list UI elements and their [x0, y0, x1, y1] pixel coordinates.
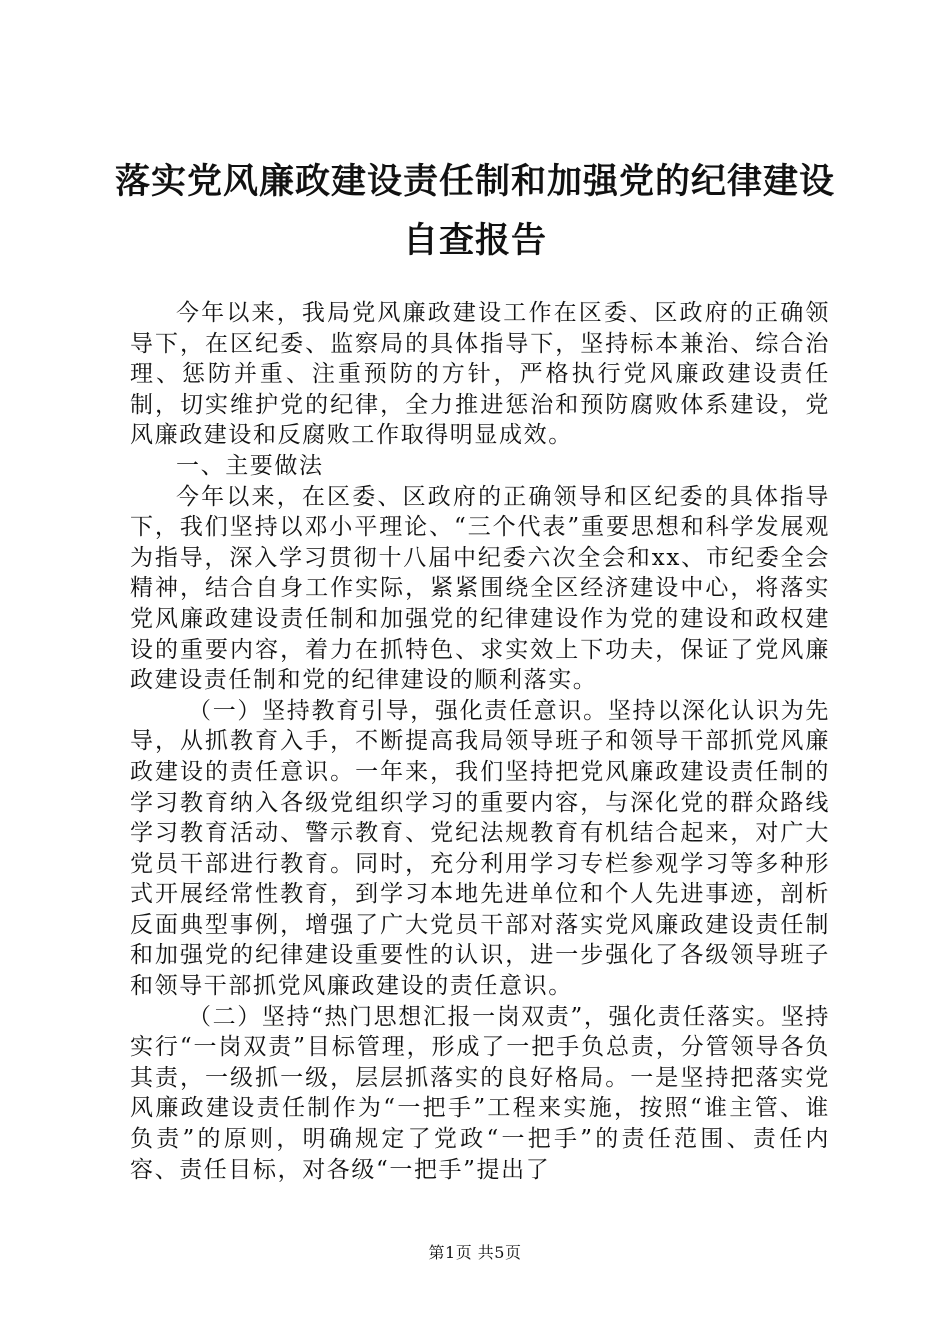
- paragraph-overview: 今年以来，在区委、区政府的正确领导和区纪委的具体指导下，我们坚持以邓小平理论、“三个代表”重要思想和科学发展观为指导，深入学习贯彻十八届中纪委六次全会和xx、市纪委全会精神，结合自身工作实际，紧紧围绕全区经济建设中心，将落实党风廉政建设责任制和加强党的纪律建设作为党的建设和政权建设的重要内容，着力在抓特色、求实效上下功夫，保证了党风廉政建设责任制和党的纪律建设的顺利落实。: [130, 483, 830, 694]
- document-title-line-2: 自查报告: [402, 220, 547, 261]
- document-body: [130, 298, 830, 1185]
- paragraph-intro: 今年以来，我局党风廉政建设工作在区委、区政府的正确领导下，在区纪委、监察局的具体指导下，坚持标本兼治、综合治理、惩防并重、注重预防的方针，严格执行党风廉政建设责任制，切实维护党的纪律，全力推进惩治和预防腐败体系建设，党风廉政建设和反腐败工作取得明显成效。: [130, 300, 830, 449]
- paragraph-subsection-2: （二）坚持“热门思想汇报一岗双责”，强化责任落实。坚持实行“一岗双责”目标管理，形成了一把手负总责，分管领导各负其责，一级抓一级，层层抓落实的良好格局。一是坚持把落实党风廉政建设责任制作为“一把手”工程来实施，按照“谁主管、谁负责”的原则，明确规定了党政“一把手”的责任范围、责任内容、责任目标，对各级“一把手”提出了: [130, 1003, 830, 1183]
- paragraph-subsection-1: （一）坚持教育引导，强化责任意识。坚持以深化认识为先导，从抓教育入手，不断提高我局领导班子和领导干部抓党风廉政建设的责任意识。一年来，我们坚持把党风廉政建设责任制的学习教育纳入各级党组织学习的重要内容，与深化党的群众路线学习教育活动、警示教育、党纪法规教育有机结合起来，对广大党员干部进行教育。同时，充分利用学习专栏参观学习等多种形式开展经常性教育，到学习本地先进单位和个人先进事迹，剖析反面典型事例，增强了广大党员干部对落实党风廉政建设责任制和加强党的纪律建设重要性的认识，进一步强化了各级领导班子和领导干部抓党风廉政建设的责任意识。: [130, 697, 830, 1000]
- page-footer: 第1页 共5页: [428, 1243, 522, 1262]
- section-heading-main-practices: 一、主要做法: [176, 452, 324, 479]
- document-title-line-1: 落实党风廉政建设责任制和加强党的纪律建设: [114, 161, 835, 202]
